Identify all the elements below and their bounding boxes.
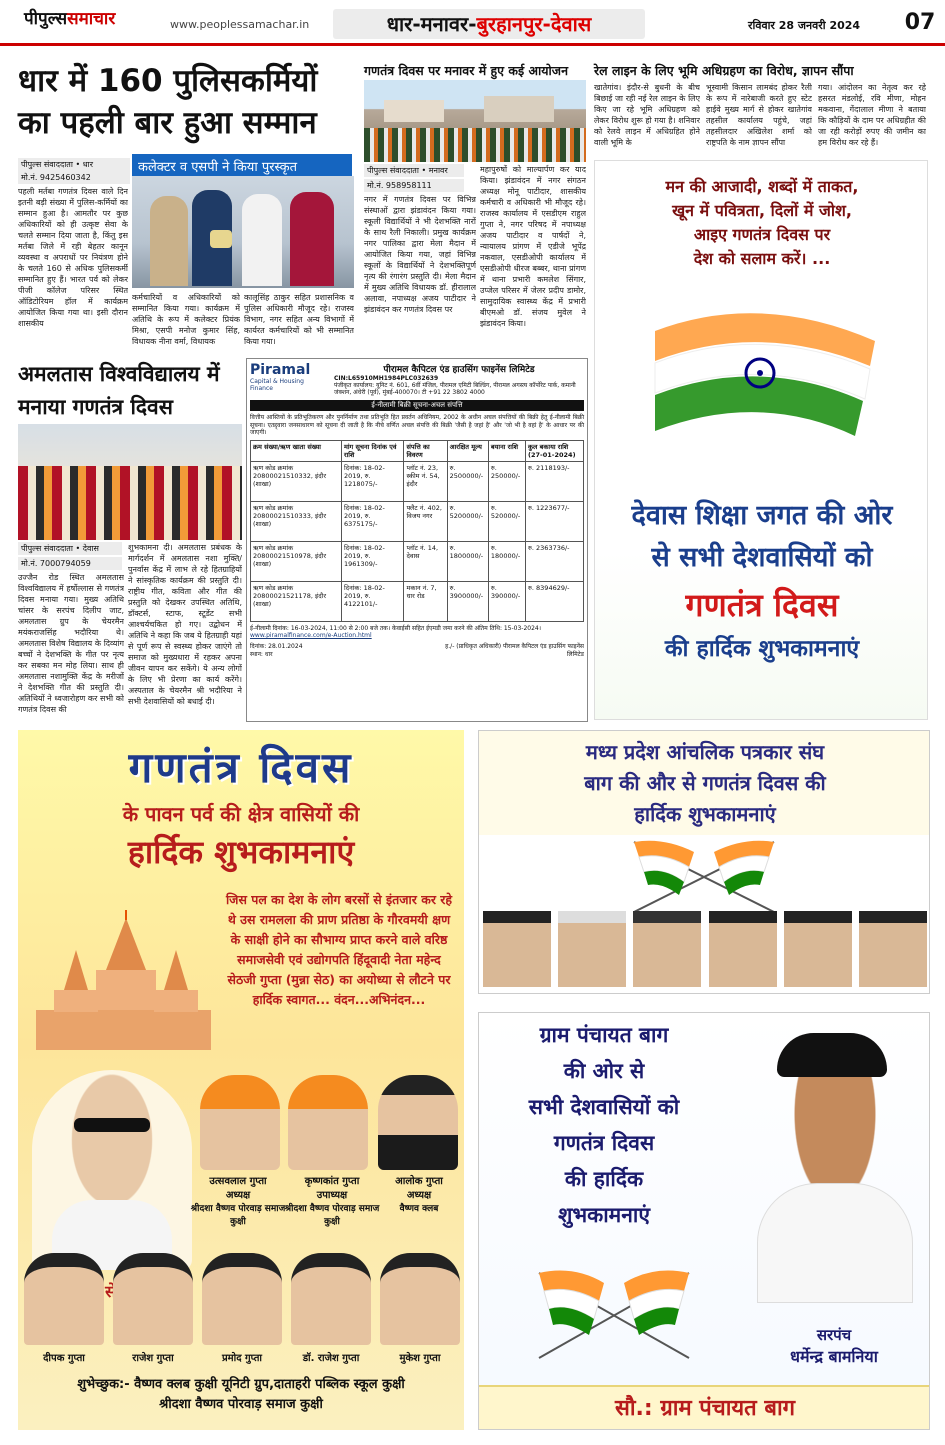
person-photo bbox=[378, 1075, 458, 1170]
col-header: मांग सूचना दिनांक एवं राशि bbox=[341, 440, 403, 461]
masthead bbox=[0, 0, 945, 46]
person-photo bbox=[380, 1253, 460, 1345]
patrakar-sangh-ad bbox=[478, 730, 930, 994]
person-photo bbox=[558, 911, 626, 987]
dewas-greeting-ad bbox=[594, 160, 928, 720]
story1-byline: पीपुल्स संवाददाता • धार bbox=[18, 158, 130, 171]
story2-phone: मो.नं. 958958111 bbox=[364, 179, 464, 192]
table-row: ऋण कोड क्रमांक 20800021510978, इंदौर (शाखा) दिनांक: 18-02-2019, रु. 1961309/- प्लॉट नं. 14, देवास रु. 1800000/- रु. 180000/- रु. 2363736/- bbox=[251, 541, 584, 581]
crossed-flags-icon bbox=[604, 837, 804, 917]
sunglasses-icon bbox=[74, 1118, 150, 1132]
col-header: बयाना राशि bbox=[488, 440, 525, 461]
sarpanch-role: सरपंच bbox=[816, 1326, 852, 1344]
ad2-footer2: श्रीदशा वैष्णव पोरवाड़ समाज कुक्षी bbox=[159, 1397, 323, 1412]
table-row: ऋण कोड क्रमांक 20800021510332, इंदौर (शाखा) दिनांक: 18-02-2019, रु. 1218075/- प्लॉट नं. 23, स्कीम नं. 54, इंदौर रु. 2500000/- रु. 250000/- रु. 2118193/- bbox=[251, 461, 584, 501]
auction-table bbox=[250, 440, 584, 622]
sarpanch-name: धर्मेन्द्र बामनिया bbox=[790, 1347, 878, 1366]
notice-company: पीरामल कैपिटल एंड हाउसिंग फाइनेंस लिमिटेड bbox=[383, 365, 535, 375]
ad3-line2: बाग की और से गणतंत्र दिवस की bbox=[584, 771, 826, 795]
notice-date: दिनांक: 28.01.2024 bbox=[250, 642, 303, 650]
person-photo bbox=[288, 1075, 368, 1170]
notice-cin: CIN:L65910MH1984PLC032639 bbox=[334, 375, 439, 382]
story3-col1: खातेगांव। इंदौर-से बुधनी के बीच बिछाई जा रही नई रेल लाइन के लिए किए जा रहे भूमि अधिग्रहण को लेकर विरोध शुरू हो गया है। शनिवार को रेलवे लाइन में अधिग्रहित होने वाली भूमि के bbox=[594, 83, 700, 147]
newspaper-logo[interactable]: पीपुल्ससमाचार bbox=[24, 9, 116, 29]
ad3-line1: मध्य प्रदेश आंचलिक पत्रकार संघ bbox=[585, 740, 825, 764]
notice-signature: ह./- (प्राधिकृत अधिकारी) पीरामल कैपिटल एंड हाउसिंग फाइनेंस लिमिटेड bbox=[445, 642, 584, 658]
person-caption: आलोक गुप्ता अध्यक्ष वैष्णव क्लब bbox=[395, 1176, 443, 1214]
person-photo bbox=[202, 1253, 282, 1345]
ad1-line1: मन की आजादी, शब्दों में ताकत, bbox=[665, 177, 859, 196]
story1-col3: कालूसिंह ठाकुर सहित प्रशासनिक व पुलिस अधिकारी मौजूद रहे। राजस्व विभाग, नगर सहित अन्य विभागों में कार्यरत कर्मचारियों को भी सम्मानित किया गया। bbox=[244, 293, 354, 346]
ad2-title: गणतंत्र दिवस bbox=[128, 743, 354, 792]
person-caption: कृष्णकांत गुप्ता उपाध्यक्ष श्रीदशा वैष्णव पोरवाड़ समाज कुक्षी bbox=[284, 1176, 380, 1227]
story1-phone: मो.नं. 9425460342 bbox=[18, 171, 130, 184]
person-photo bbox=[113, 1253, 193, 1345]
col-header: क्रम संख्या/ऋण खाता संख्या bbox=[251, 440, 342, 461]
piramal-logo: Piramal bbox=[250, 362, 311, 378]
story4-byline: पीपुल्स संवाददाता • देवास bbox=[18, 542, 122, 555]
website-url[interactable]: www.peoplessamachar.in bbox=[170, 18, 310, 31]
story4-phone: मो.नं. 7000794059 bbox=[18, 557, 122, 570]
story3-col2: भूस्वामी किसान लामबंद होकर रैली के रूप में नारेबाजी करते हुए स्टेट हाईवे मुख्य मार्ग से होकर खातेगांव तहसील कार्यालय पहुंचे, जहां तहसीलदार अखिलेश शर्मा को राष्ट्रपति के नाम ज्ञापन सौंपा bbox=[706, 83, 812, 147]
person-photo bbox=[24, 1253, 104, 1345]
story1-headline: धार में 160 पुलिसकर्मियों का पहली बार हुआ सम्मान bbox=[18, 63, 318, 141]
notice-heading: ई-नीलामी बिक्री सूचना-अचल संपत्ति bbox=[250, 400, 584, 411]
person-photo bbox=[200, 1075, 280, 1170]
tricolor-flag-icon bbox=[635, 291, 885, 471]
story1-subhead: कलेक्टर व एसपी ने किया पुरस्कृत bbox=[132, 154, 352, 178]
ad3-line3: हार्दिक शुभकामनाएं bbox=[634, 802, 776, 826]
ad1-line4: देश को सलाम करें। ... bbox=[693, 249, 831, 268]
small-photo-row bbox=[24, 1245, 460, 1345]
auction-link[interactable]: www.piramalfinance.com/e-Auction.html bbox=[250, 632, 372, 639]
story2-photo bbox=[364, 80, 586, 162]
notice-address: पंजीकृत कार्यालय: यूनिट नं. 601, 6वीं मंजिल, पीरामल एमिटी बिल्डिंग, पीरामल अगस्त्य कॉर्पोरेट पार्क, कमानी जंक्शन, अंधेरी (पूर्व), मुंबई-400070। टी +91 22 3802 4000 bbox=[334, 382, 576, 396]
story2-col2: महापुरुषों को माल्यार्पण कर याद किया। झंडावंदन में नगर संगठन अध्यक्ष मोनू पाटीदार, शासकीय कर्मचारी व अधिकारी भी मौजूद रहे। राजस्व कार्यालय में एसडीएम राहुल गुप्ता ने, नगर परिषद में नपाध्यक्ष अजय पाटीदार व पार्षदों ने, न्यायालय प्रांगण में एडीजे भूपेंद्र नकवाल, एसडीओपी कार्यालय में एसडीओपी धीरज बब्बर, थाना प्रांगण में थाना प्रभारी कमलेश सिंगार, उप्जेल परिसर में जेलर प्रदीप डामोर, सामुदायिक स्वास्थ्य केंद्र में प्रभारी बीएमओ डॉ. संजय मुवेल ने झंडावंदन किया। bbox=[480, 165, 586, 328]
main-person-photo bbox=[32, 1070, 192, 1270]
person-photo bbox=[633, 911, 701, 987]
story2-byline: पीपुल्स संवाददाता • मनावर bbox=[364, 164, 464, 177]
kukshi-greeting-ad bbox=[18, 730, 464, 1430]
ad1-line3: आइए गणतंत्र दिवस पर bbox=[693, 225, 831, 244]
ad4-line2: की ओर से bbox=[563, 1059, 645, 1083]
col-header: कुल बकाया राशि (27-01-2024) bbox=[526, 440, 584, 461]
story2-headline: गणतंत्र दिवस पर मनावर में हुए कई आयोजन bbox=[364, 63, 569, 78]
story4-col1: उज्जैन रोड स्थित अमलतास विश्वविद्यालय में हर्षोल्लास से गणतंत्र दिवस मनाया गया। मुख्य अतिथि चांसर के सरपंच दिलीप जाट, अमलतास ग्रुप के चेयरमैन मयंकराजसिंह भदौरिया थे। अमलतास विशेष विद्यालय के दिव्यांग बच्चों ने देशभक्ति के गीत पर नृत्य कर सबका मन मोह लिया। साथ ही अमलतास नशामुक्ति केंद्र के मरीजों ने देशभक्ति गीत की प्रस्तुति दी। अतिथियों ने ध्वजारोहण कर सभी को गणतंत्र दिवस की bbox=[18, 573, 124, 714]
story1-photo bbox=[132, 176, 354, 288]
ad4-footer: सौ.: ग्राम पंचायत बाग bbox=[479, 1385, 930, 1430]
crossed-flags-icon bbox=[499, 1263, 729, 1363]
small-names: दीपक गुप्ता राजेश गुप्ता प्रमोद गुप्ता डॉ. राजेश गुप्ता मुकेश गुप्ता bbox=[43, 1353, 441, 1364]
notice-body: वित्तीय आस्तियों के प्रतिभूतिकरण और पुनर्निर्माण तथा प्रतिभूति हित प्रवर्तन अधिनियम, 2002 के अधीन अचल संपत्तियों की बिक्री हेतु ई-नीलामी बिक्री सूचना। एतद्द्वारा जनसाधारण को सूचना दी जाती है कि नीचे वर्णित अचल संपत्ति की बिक्री 'जैसी है जहां है' और 'जो भी है वहां है' के आधार पर की जाएगी। bbox=[250, 414, 584, 436]
person-photo bbox=[291, 1253, 371, 1345]
ad1-message3: गणतंत्र दिवस bbox=[685, 586, 839, 624]
story3-col3: गया। आंदोलन का नेतृत्व कर रहे हसरत मंडलोई, रवि मीणा, मोहन मकवाना, गेंदालाल मीणा ने बताया कि कौड़ियों के दाम पर अधिग्रहीत की जा रही करोड़ों रुपए की जमीन का हम विरोध कर रहे हैं। bbox=[818, 83, 926, 147]
person-photo bbox=[784, 911, 852, 987]
issue-date: रविवार 28 जनवरी 2024 bbox=[748, 19, 861, 32]
piramal-auction-notice bbox=[246, 358, 588, 722]
ad1-message1: देवास शिक्षा जगत की ओर bbox=[631, 500, 893, 531]
auction-date-text: ई-नीलामी दिनांक: 16-03-2024, 11:00 से 2:00 बजे तक। केवाईसी सहित ईएमडी जमा करने की अंतिम तिथि: 15-03-2024। bbox=[250, 624, 542, 632]
col-header: आरक्षित मूल्य bbox=[447, 440, 488, 461]
ad4-line3: सभी देशवासियों को bbox=[528, 1095, 680, 1119]
person-photo bbox=[709, 911, 777, 987]
story2-col1: नगर में गणतंत्र दिवस पर विभिन्न संस्थाओं द्वारा झंडावंदन किया गया। स्कूली विद्यार्थियों ने भी देशभक्ति नारों के साथ रैली निकाली। प्रमुख कार्यक्रम नगर पालिका द्वारा मेला मैदान में आयोजित किया गया, जहां विभिन्न स्कूलों के विद्यार्थियों ने देशभक्तिपूर्ण नृत्य की रंगारंग प्रस्तुति दी। मेला मैदान में मुख्य अतिथि विधायक डॉ. हीरालाल अलावा, नपाध्यक्ष अजय पाटीदार ने झंडावंदन कर गणतंत्र दिवस पर bbox=[364, 195, 476, 314]
journalist-photo-row bbox=[483, 911, 927, 989]
ad2-body: जिस पल का देश के लोग बरसों से इंतजार कर रहे थे उस रामलला की प्राण प्रतिष्ठा के गौरवमयी क्षण के साक्षी होने का सौभाग्य प्राप्त करने वाले वरिष्ठ समाजसेवी एवं उद्योगपति हिंदूवादी नेता महेन्द सेठजी गुप्ता (मुन्ना सेठ) का अयोध्या से लौटने पर हार्दिक स्वागत... वंदन...अभिनंदन... bbox=[225, 892, 453, 1007]
ad4-line1: ग्राम पंचायत बाग bbox=[539, 1023, 669, 1047]
gram-panchayat-ad bbox=[478, 1012, 930, 1430]
ad2-sub2: हार्दिक शुभकामनाएं bbox=[127, 833, 355, 871]
ad2-sub1: के पावन पर्व की क्षेत्र वासियों की bbox=[122, 802, 360, 826]
page-number: 07 bbox=[898, 6, 942, 40]
piramal-logo-sub: Capital & Housing Finance bbox=[250, 378, 304, 392]
story1-col2: कर्मचारियों व अधिकारियों को सम्मानित किया गया। कार्यक्रम में अतिथि के रूप में कलेक्टर प्रियंक मिश्रा, एसपी मनोज कुमार सिंह, विधायक नीना वर्मा, विधायक bbox=[132, 293, 240, 346]
table-row: ऋण कोड क्रमांक 20800021510333, इंदौर (शाखा) दिनांक: 18-02-2019, रु. 6375175/- फ्लैट नं. 402, विजय नगर रु. 5200000/- रु. 520000/- रु. 1223677/- bbox=[251, 501, 584, 541]
story3-headline: रेल लाइन के लिए भूमि अधिग्रहण का विरोध, ज्ञापन सौंपा bbox=[594, 63, 854, 78]
notice-place: स्थान: धार bbox=[250, 650, 273, 658]
ad4-line5: की हार्दिक bbox=[564, 1167, 644, 1191]
person-photo bbox=[859, 911, 927, 987]
person-photo bbox=[483, 911, 551, 987]
temple-icon bbox=[26, 910, 221, 1060]
edition-title: धार-मनावर-बुरहानपुर-देवास bbox=[333, 9, 645, 39]
ad4-line6: शुभकामनाएं bbox=[558, 1203, 650, 1227]
ad4-line4: गणतंत्र दिवस bbox=[553, 1131, 655, 1155]
ad2-footer1: शुभेच्छुक:- वैष्णव क्लब कुक्षी यूनिटी ग्रुप,दाताहरी पब्लिक स्कूल कुक्षी bbox=[77, 1377, 405, 1392]
story1-col1: पहली मर्तबा गणतंत्र दिवस वाले दिन इतनी बड़ी संख्या में पुलिस-कर्मियों का सम्मान हुआ है। आमतौर पर कुछ अधिकारियों को ही उत्कृष्ट सेवा के चलते सम्मान दिया जाता है, किंतु इस मर्तबा जिले में रही बेहतर कानून व्यवस्था व अपराधों पर नियंत्रण होने के चलते 160 से अधिक पुलिसकर्मी सम्मानित हुए हैं। भारत पर्व को लेकर पीजी कॉलेज परिसर स्थित ऑडिटोरियम हॉल में कार्यक्रम आयोजित किया गया था। इसी दौरान शासकीय bbox=[18, 187, 128, 328]
person-caption: उत्सवलाल गुप्ता अध्यक्ष श्रीदशा वैष्णव पोरवाड़ समाज कुक्षी bbox=[190, 1176, 286, 1227]
story4-photo bbox=[18, 424, 242, 540]
ad1-line2: खून में पवित्रता, दिलों में जोश, bbox=[672, 201, 852, 220]
ad1-message2: से सभी देशवासियों को bbox=[651, 542, 873, 573]
table-row: ऋण कोड क्रमांक 20800021521178, इंदौर (शाखा) दिनांक: 18-02-2019, रु. 4122101/- मकान नं. 7, धार रोड रु. 3900000/- रु. 390000/- रु. 8394629/- bbox=[251, 581, 584, 621]
col-header: संपत्ति का विवरण bbox=[404, 440, 447, 461]
story4-headline: अमलतास विश्वविद्यालय में मनाया गणतंत्र दिवस bbox=[18, 362, 220, 419]
ad1-message4: की हार्दिक शुभकामनाएं bbox=[664, 636, 860, 662]
sarpanch-photo bbox=[747, 1033, 923, 1303]
story4-col2: शुभकामना दी। अमलतास प्रबंधक के मार्गदर्शन में अमलतास नशा मुक्ति/पुनर्वास केंद्र में लाभ ले रहे हितग्राहियों ने सांस्कृतिक कार्यक्रम की प्रस्तुति दी। राष्ट्रीय गीत, कविता और गीत की प्रस्तुति को देखकर उपस्थित अतिथि, डॉक्टर्स, स्टाफ, स्टूडेंट सभी आश्चर्यचकित हो गए। उद्बोधन में अतिथि ने कहा कि जब ये हितग्राही यहां से पूर्ण रूप से स्वस्थ्य होकर जाएंगे तो समाज को मुख्यधारा में रहकर अपना जीवन यापन कर सकेंगे। ये अन्य लोगों के लिए भी प्रेरणा का कार्य करेंगे। अस्पताल के चेयरमैन श्री भदौरिया ने सभी देशवासियों को बधाई दी। bbox=[128, 543, 242, 706]
